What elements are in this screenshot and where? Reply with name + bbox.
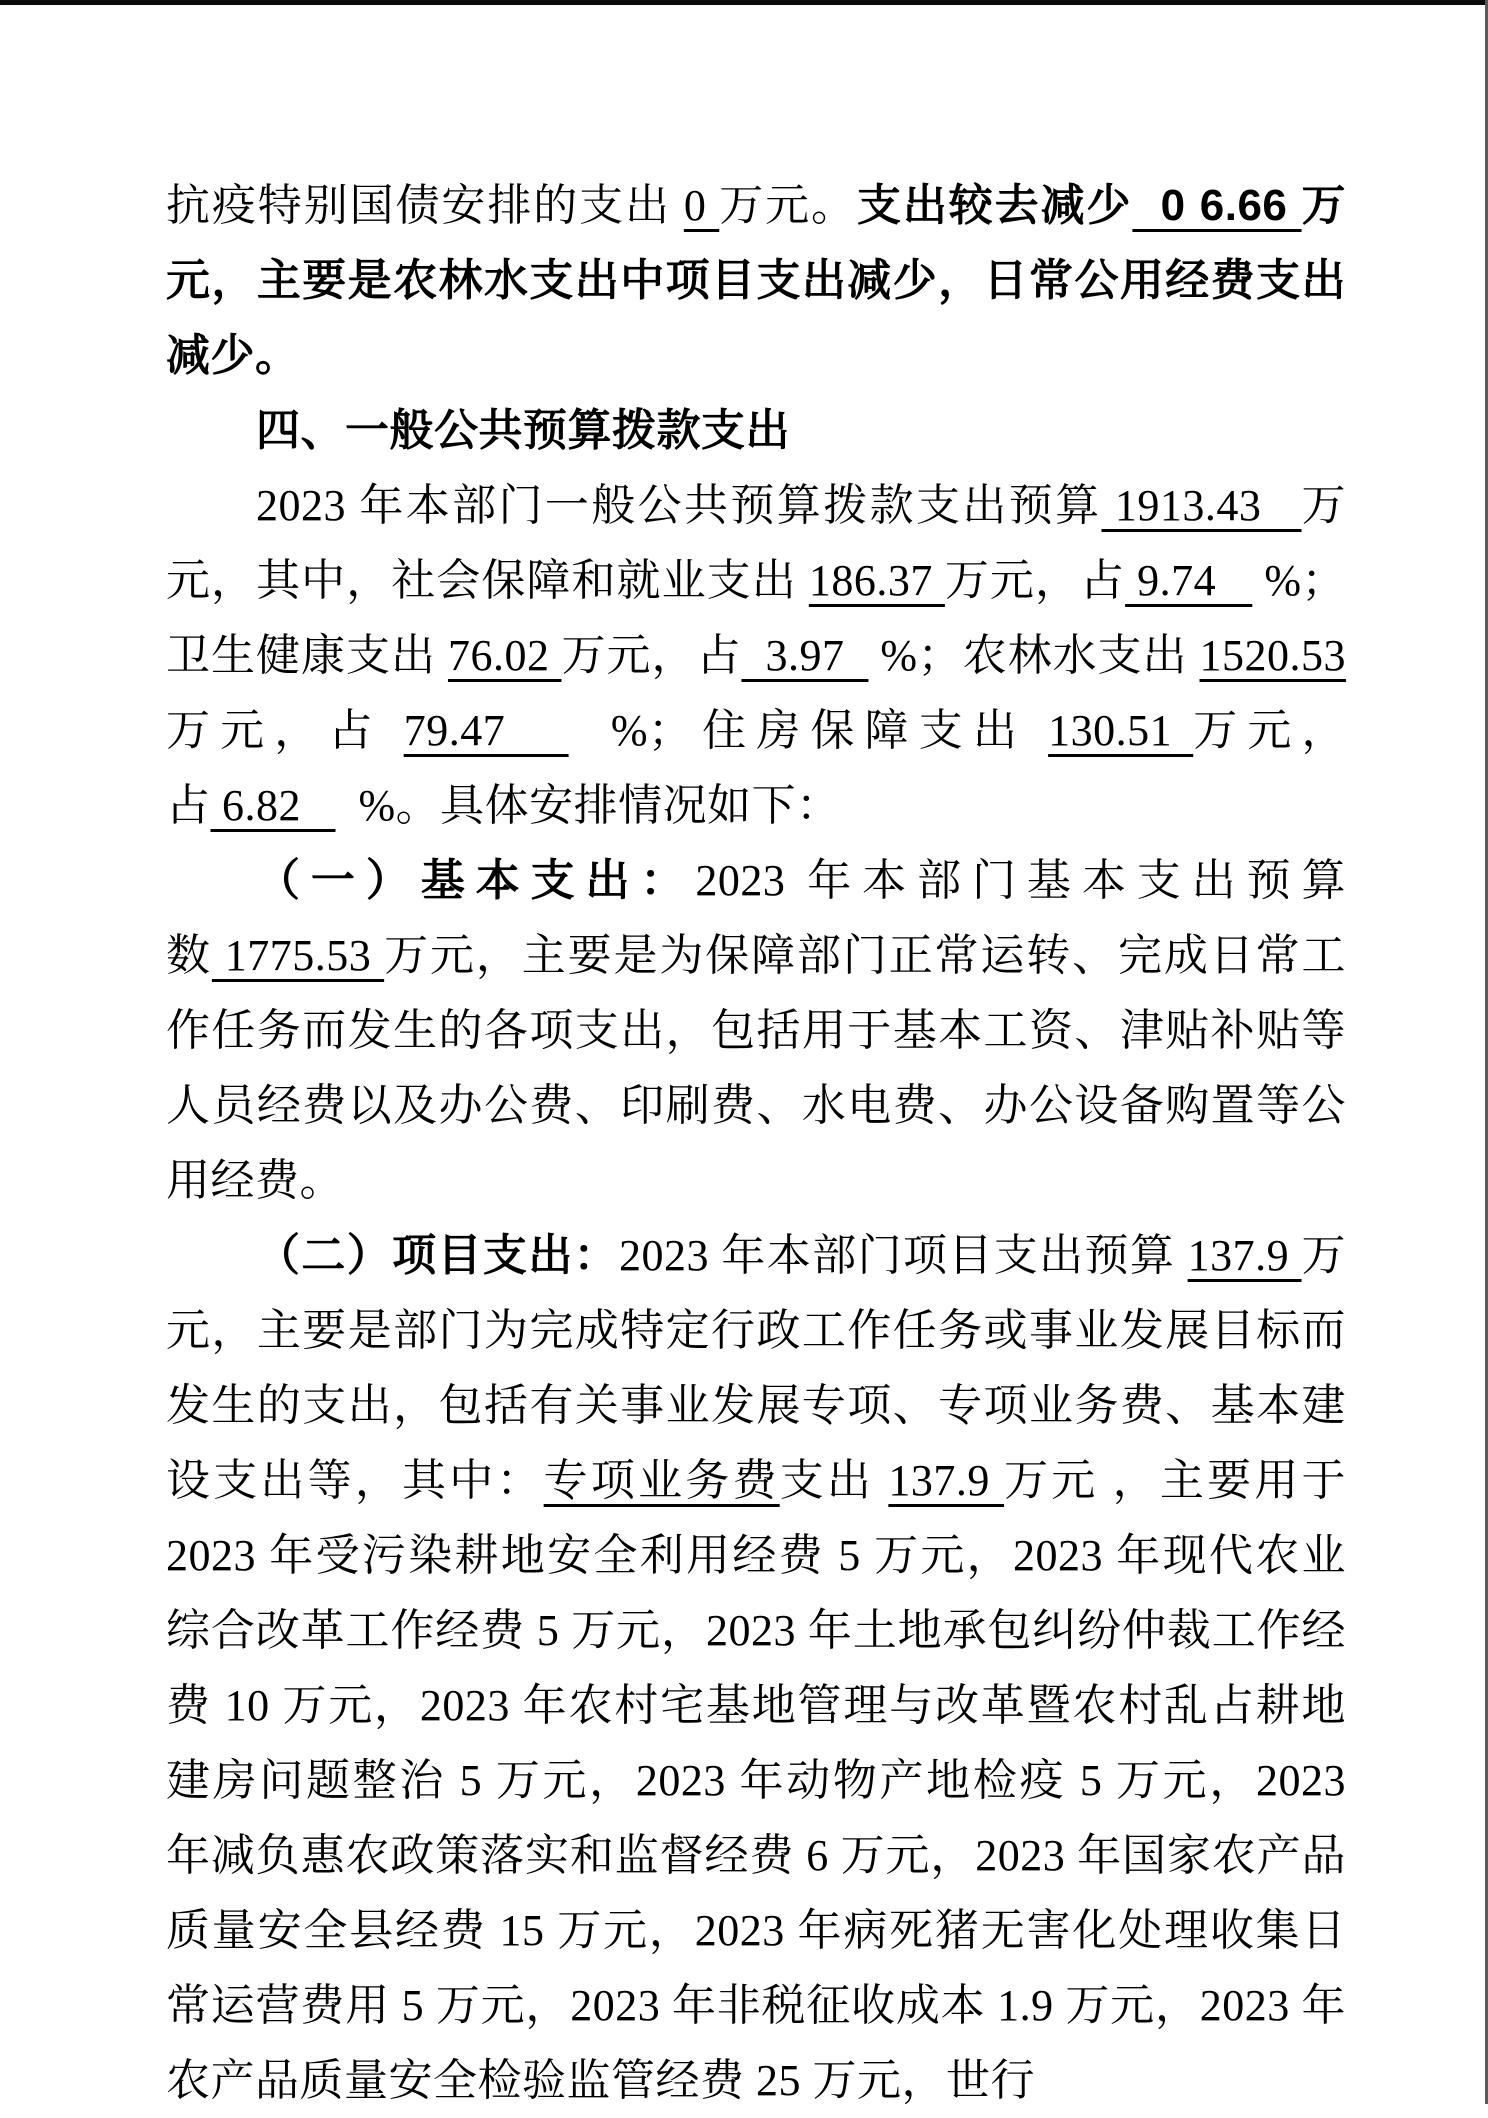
special-business-fee-term: 专项业务费 — [543, 1456, 780, 1505]
housing-value: 130.51 — [1048, 706, 1194, 755]
page-top-edge — [0, 0, 1488, 5]
text-run: 2023 年本部门一般公共预算拨款支出预算 — [256, 481, 1102, 530]
document-body — [166, 168, 1346, 2118]
project-expenditure-paragraph — [166, 1218, 1346, 2118]
text-run: 万元，主要是为保障部门正常运转、完成日常工作任务而发生的各项支出，包括用于基本工资、津贴补贴等人员经费以及办公费、印刷费、水电费、办公设备购置等公用经费。 — [166, 931, 1347, 1205]
text-run: 万元，占 — [561, 631, 742, 680]
general-budget-paragraph — [166, 468, 1346, 843]
basic-expenditure-paragraph — [166, 843, 1346, 1218]
text-run: 万元，主要是部门为完成特定行政工作任务或事业发展目标而发生的支出，包括有关事业发展专项、专项业务费、基本建设支出等，其中： — [166, 1231, 1347, 1505]
total-appropriation-value: 1913.43 — [1101, 481, 1302, 530]
health-percent: 3.97 — [741, 631, 869, 680]
carryover-paragraph — [166, 168, 1346, 393]
project-expenditure-value: 137.9 — [1187, 1231, 1302, 1280]
text-run: %。具体安排情况如下： — [335, 781, 841, 830]
text-run: 抗疫特别国债安排的支出 — [166, 181, 684, 230]
section-heading — [166, 393, 1346, 468]
text-run: 万元，占 — [166, 706, 404, 755]
agriculture-percent: 79.47 — [403, 706, 569, 755]
text-run: 万元。 — [719, 181, 857, 230]
section-heading-text: 四、一般公共预算拨款支出 — [256, 406, 790, 455]
text-run: 2023 年本部门基本支出预算数 — [166, 856, 1347, 980]
anti-epidemic-bond-value: 0 — [683, 181, 720, 230]
social-security-percent: 9.74 — [1125, 556, 1253, 605]
text-run: 万元，其中，社会保障和就业支出 — [166, 481, 1347, 605]
text-run: 支出 — [779, 1456, 889, 1505]
text-run: 万元，占 — [944, 556, 1126, 605]
health-value: 76.02 — [447, 631, 562, 680]
text-run: %；住房保障支出 — [568, 706, 1049, 755]
decrease-amount-value: 0 6.66 — [1132, 181, 1302, 230]
project-expenditure-label: （二）项目支出： — [256, 1231, 620, 1280]
text-run: 万元，占 — [166, 706, 1347, 830]
basic-expenditure-value: 1775.53 — [211, 931, 385, 980]
special-business-fee-value: 137.9 — [888, 1456, 1005, 1505]
text-run: %；卫生健康支出 — [166, 556, 1347, 680]
housing-percent: 6.82 — [210, 781, 336, 830]
text-run-bold: 万元，主要是农林水支出中项目支出减少，日常公用经费支出减少。 — [166, 181, 1347, 380]
basic-expenditure-label: （一）基本支出： — [256, 856, 696, 905]
text-run: 2023 年本部门项目支出预算 — [619, 1231, 1188, 1280]
text-run: %；农林水支出 — [868, 631, 1200, 680]
social-security-value: 186.37 — [808, 556, 945, 605]
text-run-bold: 支出较去减少 — [856, 181, 1133, 230]
text-run: 万元 ，主要用于 2023 年受污染耕地安全利用经费 5 万元，2023 年现代农业综合改革工作经费 5 万元，2023 年土地承包纠纷仲裁工作经费 10 万元，2023 年农村宅基地管理与改革暨农村乱占耕地建房问题整治 5 万元，2023 年动物产地检疫 5 万元，2023 年减负惠农政策落实和监督经费 6 万元，2023 年国家农产品质量安全县经费 15 万元，2023 年病死猪无害化处理收集日常运营费用 5 万元，2023 年非税征收成本 1.9 万元，2023 年农产品质量安全检验监管经费 25 万元，世行 — [166, 1456, 1347, 2105]
agriculture-value: 1520.53 — [1199, 631, 1347, 680]
